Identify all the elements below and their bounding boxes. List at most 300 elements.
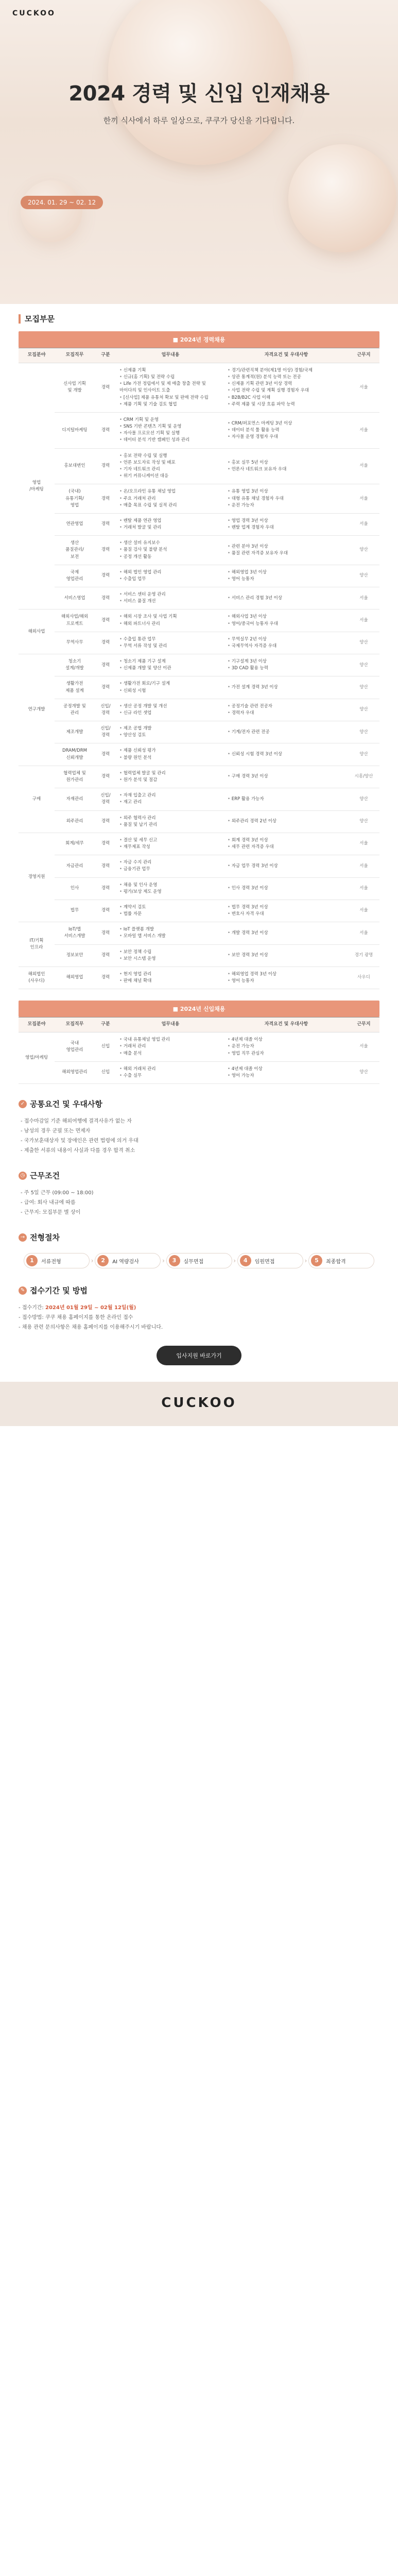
common-section-title: 공통요건 및 우대사항 (30, 1099, 102, 1109)
qual-item: • 경기/관련직책 분야(제1명 이상) 경험/국제 (228, 367, 345, 374)
common-item: - 남성의 경우 군필 또는 면제자 (21, 1126, 379, 1136)
page-subtitle: 한끼 식사에서 하루 일상으로, 쿠쿠가 당신을 기다립니다. (103, 116, 295, 125)
cell-type: 경력 (95, 412, 116, 448)
process-step (95, 1253, 161, 1268)
qual-item: • 서비스 관리 경험 3년 이상 (228, 595, 345, 602)
cell-duty (116, 699, 224, 721)
cell-type: 경력 (95, 536, 116, 565)
qual-item: • 신뢰성 시험 경력 3년 이상 (228, 751, 345, 758)
duty-item: • 수출입 통관 업무 (119, 636, 221, 643)
duty-item: • 생활가전 회로/기구 설계 (119, 681, 221, 687)
table-row (19, 967, 379, 989)
apply-method: - 접수방법: 쿠쿠 채용 홈페이지를 통한 온라인 접수 (19, 1315, 133, 1321)
duty-item: • 언론 보도자료 작성 및 배포 (119, 460, 221, 466)
workcond-item: - 급여: 회사 내규에 따름 (21, 1198, 379, 1208)
cell-qual (224, 565, 348, 587)
cell-type: 신입/ 경력 (95, 788, 116, 810)
step-number: 1 (26, 1255, 38, 1266)
qual-item: • 자사몰 운영 경험자 우대 (228, 434, 345, 440)
step-number: 3 (169, 1255, 180, 1266)
cell-location: 서울 (348, 877, 379, 900)
duty-item: • 해외 파트너사 관리 (119, 621, 221, 628)
qual-item: • 무역실무 2년 이상 (228, 636, 345, 643)
workcond-section-title: 근무조건 (30, 1171, 60, 1181)
cell-job: 인사 (55, 877, 95, 900)
cell-duty (116, 632, 224, 654)
apply-note: - 채용 관련 문의사항은 채용 홈페이지를 이용해주시기 바랍니다. (19, 1325, 163, 1331)
cell-type: 경력 (95, 833, 116, 855)
hero-banner (0, 0, 398, 304)
recruit-section-title: 모집부문 (25, 314, 55, 324)
process-step (237, 1253, 303, 1268)
qual-item: • 운전 가능자 (228, 1043, 345, 1050)
cell-job: 법무 (55, 900, 95, 922)
brand-logo[interactable]: CUCKOO (12, 9, 56, 18)
qual-item: • 데이터 분석 툴 활용 능력 (228, 427, 345, 434)
apply-section (0, 1276, 398, 1382)
qual-item: • 변호사 자격 우대 (228, 911, 345, 918)
process-step (166, 1253, 232, 1268)
qual-item: • CRM/퍼포먼스 마케팅 3년 이상 (228, 420, 345, 427)
table-header-row (19, 1018, 379, 1032)
cell-field: 구매 (19, 766, 55, 833)
table-row (19, 1032, 379, 1062)
cell-location: 양산 (348, 565, 379, 587)
duty-item: • 렌탈 제품 연관 영업 (119, 518, 221, 524)
common-item: - 국가보훈대상자 및 장애인은 관련 법령에 의거 우대 (21, 1136, 379, 1146)
cell-location: 서울 (348, 922, 379, 944)
cell-location: 양산 (348, 721, 379, 743)
duty-item: • 국내 유통채널 영업 관리 (119, 1037, 221, 1043)
duty-item: • 재고 관리 (119, 799, 221, 806)
cell-field: 영업/마케팅 (19, 1032, 55, 1084)
cell-job: 신사업 기획 및 개발 (55, 363, 95, 412)
common-item: - 제출한 서류의 내용이 사실과 다를 경우 합격 취소 (21, 1146, 379, 1156)
qual-item: • 공정기술 관련 전공자 (228, 703, 345, 710)
cell-duty (116, 654, 224, 676)
qual-item: • 해외사업 3년 이상 (228, 614, 345, 620)
cell-location: 양산 (348, 1061, 379, 1083)
cell-duty (116, 833, 224, 855)
duty-item: • 생산 공정 개발 및 개선 (119, 703, 221, 710)
header-duty: 업무내용 (116, 1018, 224, 1032)
process-section (0, 1223, 398, 1276)
duty-item: • CRM 기획 및 운영 (119, 417, 221, 423)
cell-location: 양산 (348, 536, 379, 565)
duty-item: • 제품 신뢰성 평가 (119, 748, 221, 754)
table-row (19, 833, 379, 855)
qual-item: • 영업 경력 3년 이상 (228, 518, 345, 524)
cell-duty (116, 536, 224, 565)
cell-qual (224, 743, 348, 766)
duty-item: • [신사업] 제품 유통처 확보 및 판매 전략 수립 (119, 395, 221, 401)
duty-item: • 신제품 기획 (119, 367, 221, 374)
apply-note-text: 채용 관련 문의사항은 채용 홈페이지를 이용해주시기 바랍니다. (22, 1325, 163, 1331)
cell-qual (224, 877, 348, 900)
cell-location: 사우디 (348, 967, 379, 989)
qual-item: • 영어/중국어 능통자 우대 (228, 621, 345, 628)
qual-item: • 4년제 대졸 이상 (228, 1066, 345, 1073)
duty-item: • 수출입 업무 (119, 576, 221, 583)
qual-item: • 국제무역사 자격증 우대 (228, 643, 345, 650)
recruit-period-badge: 2024. 01. 29 ~ 02. 12 (21, 196, 103, 209)
qual-item: • 운전 가능자 (228, 502, 345, 509)
step-number: 2 (97, 1255, 109, 1266)
qual-item: • 영어 능통자 (228, 576, 345, 583)
apply-method-value: 쿠쿠 채용 홈페이지를 통한 온라인 접수 (45, 1315, 133, 1321)
cell-type: 경력 (95, 632, 116, 654)
duty-item: • 수출 실무 (119, 1073, 221, 1079)
cell-qual (224, 900, 348, 922)
cell-qual (224, 363, 348, 412)
clock-icon: ◷ (19, 1172, 27, 1180)
cell-location: 서울 (348, 1032, 379, 1062)
table-row (19, 766, 379, 788)
workcond-list (19, 1188, 379, 1217)
cell-duty (116, 900, 224, 922)
step-label: 실무면접 (183, 1259, 204, 1265)
duty-item: • IoT 플랫폼 개발 (119, 926, 221, 933)
cell-job: 디지털마케팅 (55, 412, 95, 448)
cell-qual (224, 922, 348, 944)
duty-item: • 신규(홈 기획) 및 전략 수립 (119, 374, 221, 381)
cell-qual (224, 1032, 348, 1062)
qual-item: • 해외영업 경력 3년 이상 (228, 971, 345, 978)
table-row (19, 363, 379, 412)
workcond-item: - 근무지: 모집부문 별 상이 (21, 1208, 379, 1217)
cell-qual (224, 484, 348, 514)
cell-type: 경력 (95, 967, 116, 989)
apply-button[interactable]: 입사지원 바로가기 (157, 1346, 241, 1365)
header-job: 모집직무 (55, 1018, 95, 1032)
header-field: 모집분야 (19, 1018, 55, 1032)
duty-item: • 계약서 검토 (119, 904, 221, 911)
cell-duty (116, 788, 224, 810)
document-icon: ✎ (19, 1286, 27, 1295)
duty-item: • 무역 서류 작성 및 관리 (119, 643, 221, 650)
cell-location: 양산 (348, 632, 379, 654)
cell-qual (224, 609, 348, 632)
cell-qual (224, 676, 348, 699)
cell-qual (224, 721, 348, 743)
duty-item: • 생산 설비 유지보수 (119, 540, 221, 547)
cell-job: 국내 영업관리 (55, 1032, 95, 1062)
cell-type: 신입/ 경력 (95, 721, 116, 743)
apply-period-label: 접수기간: (22, 1305, 44, 1311)
table-header-row (19, 348, 379, 363)
cell-type: 경력 (95, 587, 116, 609)
qual-item: • 영어 가능자 (228, 1073, 345, 1079)
qual-item: • 홍보 실무 5년 이상 (228, 460, 345, 466)
cell-type: 경력 (95, 654, 116, 676)
cell-type: 경력 (95, 513, 116, 535)
duty-item: • 서비스 센터 운영 관리 (119, 591, 221, 598)
duty-item: • 자금 수지 관리 (119, 859, 221, 866)
cell-job: 해외영업관리 (55, 1061, 95, 1083)
duty-item: • 기자 네트워크 관리 (119, 466, 221, 473)
apply-period-value: 2024년 01월 29일 ~ 02월 12일(월) (45, 1305, 136, 1311)
qual-item: • 보안 경력 3년 이상 (228, 952, 345, 959)
cell-location: 서울 (348, 363, 379, 412)
cell-type: 경력 (95, 922, 116, 944)
duty-item: • 서비스 품질 개선 (119, 598, 221, 605)
qual-item: • 영어 능통자 (228, 978, 345, 985)
cell-job: 연관영업 (55, 513, 95, 535)
table-row (19, 944, 379, 967)
table-row (19, 877, 379, 900)
cell-duty (116, 676, 224, 699)
cell-field: 영업 /마케팅 (19, 363, 55, 609)
step-number: 5 (311, 1255, 322, 1266)
cell-job: 제조개발 (55, 721, 95, 743)
qual-item: • 해외영업 3년 이상 (228, 569, 345, 576)
cell-job: 홍보대변인 (55, 448, 95, 484)
flow-icon: → (19, 1233, 27, 1242)
page-title: 2024 경력 및 신입 인재채용 (68, 82, 330, 106)
cell-qual (224, 587, 348, 609)
cell-job: 공정개발 및 관리 (55, 699, 95, 721)
cell-job: IoT/앱 서비스개발 (55, 922, 95, 944)
cell-location: 서울 (348, 900, 379, 922)
cell-job: 무역사무 (55, 632, 95, 654)
cell-job: 생활가전 제품 설계 (55, 676, 95, 699)
duty-item: • 신제품 개발 및 양산 이관 (119, 665, 221, 672)
duty-item: • 거래처 발굴 및 관리 (119, 524, 221, 531)
cell-location: 양산 (348, 743, 379, 766)
cell-field: 해외법인 (사우디) (19, 967, 55, 989)
duty-item: • 자재 입출고 관리 (119, 792, 221, 799)
cell-job: 협력업체 및 원가관리 (55, 766, 95, 788)
duty-item: • 주요 거래처 관리 (119, 496, 221, 502)
cell-location: 양산 (348, 788, 379, 810)
cell-duty (116, 1061, 224, 1083)
qual-item: • 외주관리 경력 2년 이상 (228, 818, 345, 825)
cell-type: 경력 (95, 565, 116, 587)
cell-location: 양산 (348, 810, 379, 833)
cell-location: 서울 (348, 855, 379, 877)
qual-item: • 유통 영업 3년 이상 (228, 488, 345, 495)
cell-qual (224, 967, 348, 989)
table-row (19, 412, 379, 448)
workcond-section (0, 1161, 398, 1223)
footer (0, 1382, 398, 1426)
apply-period: - 접수기간: 2024년 01월 29일 ~ 02월 12일(월) (19, 1305, 136, 1311)
cell-type: 경력 (95, 363, 116, 412)
duty-item: • 채용 및 인사 운영 (119, 882, 221, 889)
cell-duty (116, 877, 224, 900)
duty-item: • Life 가전 정립에서 및 제 매출 창출 전략 및 마이다의 및 인사이트 도출 (119, 381, 221, 394)
duty-item: • 매출 분석 (119, 1050, 221, 1057)
qual-item: • 회계 경력 3년 이상 (228, 837, 345, 844)
duty-item: • 품질 및 납기 관리 (119, 822, 221, 828)
cell-location: 서울 (348, 448, 379, 484)
header-type: 구분 (95, 348, 116, 363)
duty-item: • 청소기 제품 기구 설계 (119, 658, 221, 665)
qual-item: • 인사 경력 3년 이상 (228, 885, 345, 892)
cell-duty (116, 721, 224, 743)
cell-location: 서울 (348, 513, 379, 535)
duty-item: • 평가/보상 제도 운영 (119, 889, 221, 895)
table-row (19, 565, 379, 587)
cell-duty (116, 609, 224, 632)
cell-job: (국내) 유통기획/ 영업 (55, 484, 95, 514)
chevron-right-icon: › (233, 1257, 236, 1265)
cell-location: 서울 (348, 609, 379, 632)
qual-item: • 가전 설계 경력 3년 이상 (228, 684, 345, 691)
header-location: 근무지 (348, 1018, 379, 1032)
qual-item: • 구매 경력 3년 이상 (228, 773, 345, 780)
header-job: 모집직무 (55, 348, 95, 363)
table-row (19, 609, 379, 632)
cell-job: 청소기 설계/개발 (55, 654, 95, 676)
cell-location: 양산 (348, 676, 379, 699)
table-row (19, 922, 379, 944)
step-label: AI 역량검사 (112, 1259, 139, 1265)
cell-qual (224, 513, 348, 535)
workcond-item: - 주 5일 근무 (09:00 ~ 18:00) (21, 1188, 379, 1198)
common-item: - 접수마감일 기준 해외여행에 결격사유가 없는 자 (21, 1116, 379, 1126)
qual-item: • 신제품 기획 관련 3년 이상 경력 (228, 381, 345, 387)
cell-field: IT/기획 인프라 (19, 922, 55, 967)
qual-item: • 기계/전자 관련 전공 (228, 729, 345, 736)
process-step (24, 1253, 90, 1268)
cell-job: 생산 품질관리/ 보전 (55, 536, 95, 565)
duty-item: • 보안 시스템 운영 (119, 956, 221, 962)
header-location: 근무지 (348, 348, 379, 363)
cell-type: 경력 (95, 743, 116, 766)
duty-item: • 원가 분석 및 절감 (119, 777, 221, 784)
duty-item: • 양산성 검토 (119, 732, 221, 739)
cell-duty (116, 944, 224, 967)
cell-qual (224, 788, 348, 810)
cell-duty (116, 922, 224, 944)
cell-duty (116, 448, 224, 484)
duty-item: • 결산 및 세무 신고 (119, 837, 221, 844)
cell-job: 자재관리 (55, 788, 95, 810)
duty-item: • 매출 목표 수립 및 실적 관리 (119, 502, 221, 509)
qual-item: • 4년제 대졸 이상 (228, 1037, 345, 1043)
table-row (19, 743, 379, 766)
duty-item: • 법률 자문 (119, 911, 221, 918)
table-row (19, 676, 379, 699)
duty-item: • 보안 정책 수립 (119, 949, 221, 956)
recruit-section (0, 304, 398, 1089)
step-label: 서류전형 (41, 1259, 61, 1265)
duty-item: • 판매 채널 확대 (119, 978, 221, 985)
chevron-right-icon: › (91, 1257, 94, 1265)
qual-item: • 품질 관련 자격증 보유자 우대 (228, 550, 345, 557)
cell-duty (116, 1032, 224, 1062)
cell-location: 양산 (348, 654, 379, 676)
footer-logo[interactable]: CUCKOO (161, 1395, 237, 1411)
newbie-table (19, 1017, 379, 1084)
duty-item: • 신뢰성 시험 (119, 688, 221, 694)
cell-type: 신입/ 경력 (95, 699, 116, 721)
qual-item: • 경력자 우대 (228, 710, 345, 717)
section-marker (19, 314, 21, 324)
cell-duty (116, 513, 224, 535)
step-label: 최종합격 (326, 1259, 346, 1265)
duty-item: • 데이터 분석 기반 캠페인 성과 관리 (119, 437, 221, 444)
process-step (308, 1253, 374, 1268)
duty-item: • 온/오프라인 유통 채널 영업 (119, 488, 221, 495)
cell-qual (224, 632, 348, 654)
cell-field: 경영지원 (19, 833, 55, 922)
step-label: 임원면접 (254, 1259, 275, 1265)
cell-duty (116, 766, 224, 788)
cell-job: 외주관리 (55, 810, 95, 833)
duty-item: • SNS 기반 콘텐츠 기획 및 운영 (119, 423, 221, 430)
duty-item: • 품질 검사 및 불량 분석 (119, 547, 221, 553)
cell-qual (224, 1061, 348, 1083)
decor-sphere-small (21, 180, 82, 242)
cell-duty (116, 565, 224, 587)
newbie-banner: ■ 2024년 신입채용 (19, 1001, 379, 1017)
cell-qual (224, 654, 348, 676)
career-table (19, 348, 379, 989)
qual-item: • 개발 경력 3년 이상 (228, 930, 345, 937)
cell-field: 연구개발 (19, 654, 55, 766)
cell-location: 양산 (348, 699, 379, 721)
cell-job: 서비스영업 (55, 587, 95, 609)
qual-item: • 언론사 네트워크 보유자 우대 (228, 466, 345, 473)
header-type: 구분 (95, 1018, 116, 1032)
duty-item: • 공정 개선 활동 (119, 554, 221, 561)
cell-field: 해외사업 (19, 609, 55, 654)
duty-item: • 해외 거래처 관리 (119, 1066, 221, 1073)
header-qual: 자격요건 및 우대사항 (224, 348, 348, 363)
qual-item: • 영업 직무 관심자 (228, 1050, 345, 1057)
cell-location: 경기 광명 (348, 944, 379, 967)
cell-job: 정보보안 (55, 944, 95, 967)
decor-sphere-medium (288, 144, 396, 252)
cell-qual (224, 448, 348, 484)
qual-item: • 기구설계 3년 이상 (228, 658, 345, 665)
cell-qual (224, 810, 348, 833)
cell-job: 해외사업/해외 프로젝트 (55, 609, 95, 632)
duty-item: • 협력업체 발굴 및 관리 (119, 770, 221, 777)
cell-type: 경력 (95, 944, 116, 967)
table-row (19, 810, 379, 833)
cell-duty (116, 484, 224, 514)
cell-location: 서울 (348, 412, 379, 448)
cell-type: 경력 (95, 877, 116, 900)
cell-duty (116, 412, 224, 448)
cell-job: 해외영업 (55, 967, 95, 989)
table-row (19, 484, 379, 514)
cell-duty (116, 587, 224, 609)
table-row (19, 632, 379, 654)
cell-location: 서울 (348, 484, 379, 514)
cell-duty (116, 743, 224, 766)
table-row (19, 900, 379, 922)
qual-item: • 3D CAD 활용 능력 (228, 665, 345, 672)
cell-qual (224, 536, 348, 565)
cell-type: 신입 (95, 1032, 116, 1062)
duty-item: • 자사몰 프로모션 기획 및 실행 (119, 430, 221, 437)
cell-job: 회계/세무 (55, 833, 95, 855)
check-icon: ✓ (19, 1100, 27, 1108)
cell-location: 시흥/양산 (348, 766, 379, 788)
table-row (19, 699, 379, 721)
duty-item: • 외주 협력사 관리 (119, 815, 221, 822)
qual-item: • B2B/B2C 사업 이해 (228, 395, 345, 401)
cell-type: 신입 (95, 1061, 116, 1083)
chevron-right-icon: › (162, 1257, 165, 1265)
cell-type: 경력 (95, 900, 116, 922)
process-section-title: 전형절차 (30, 1233, 60, 1243)
duty-item: • 제조 공법 개발 (119, 725, 221, 732)
